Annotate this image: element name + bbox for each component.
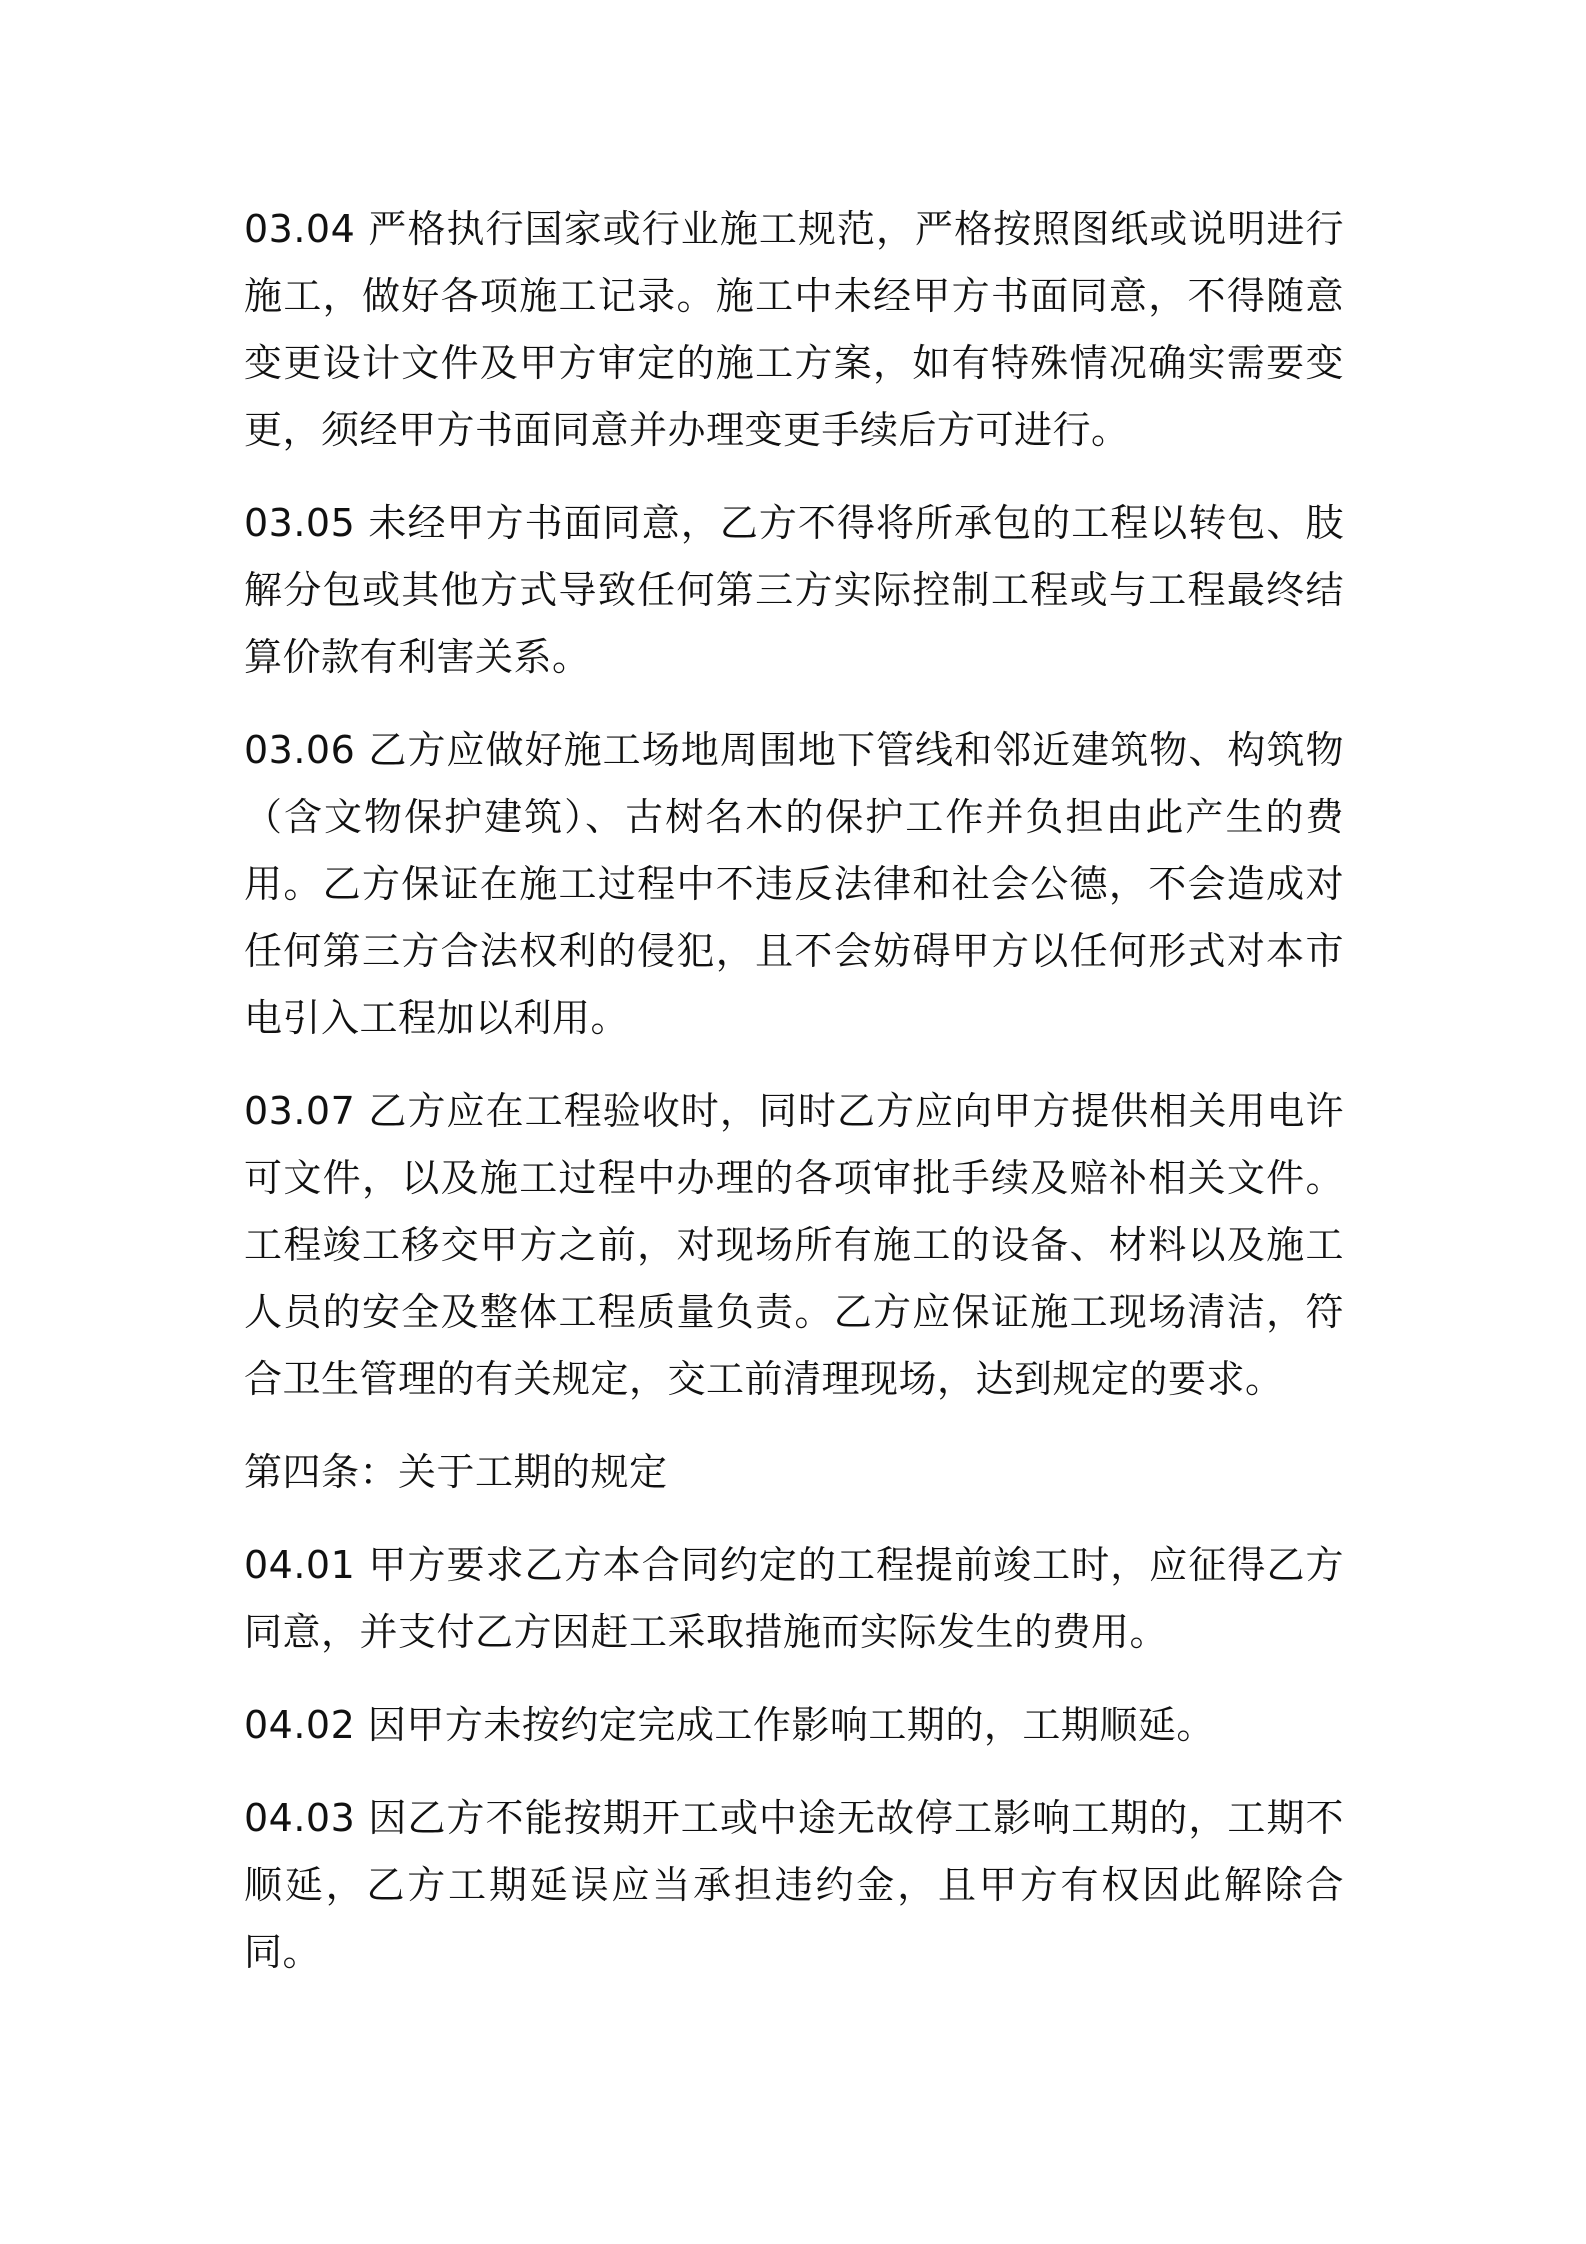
clause-03-06: 03.06 乙方应做好施工场地周围地下管线和邻近建筑物、构筑物（含文物保护建筑）、古树名木的保护工作并负担由此产生的费用。乙方保证在施工过程中不违反法律和社会公德，不会造成对任何第三方合法权利的侵犯，且不会妨碍甲方以任何形式对本市电引入工程加以利用。 (244, 728, 1344, 1040)
clause-03-05: 03.05 未经甲方书面同意，乙方不得将所承包的工程以转包、肢解分包或其他方式导致任何第三方实际控制工程或与工程最终结算价款有利害关系。 (244, 501, 1344, 679)
clause-04-02: 04.02 因甲方未按约定完成工作影响工期的，工期顺延。 (244, 1703, 1215, 1747)
clause-03-07: 03.07 乙方应在工程验收时，同时乙方应向甲方提供相关用电许可文件，以及施工过程中办理的各项审批手续及赔补相关文件。工程竣工移交甲方之前，对现场所有施工的设备、材料以及施工人员的安全及整体工程质量负责。乙方应保证施工现场清洁，符合卫生管理的有关规定，交工前清理现场，达到规定的要求。 (244, 1089, 1344, 1401)
clause-03-04: 03.04 严格执行国家或行业施工规范，严格按照图纸或说明进行施工，做好各项施工记录。施工中未经甲方书面同意，不得随意变更设计文件及甲方审定的施工方案，如有特殊情况确实需要变更，须经甲方书面同意并办理变更手续后方可进行。 (244, 207, 1344, 452)
document-page (244, 196, 1344, 2012)
clause-04-03: 04.03 因乙方不能按期开工或中途无故停工影响工期的，工期不顺延，乙方工期延误应当承担违约金，且甲方有权因此解除合同。 (244, 1796, 1344, 1974)
section-heading-article-4: 第四条：关于工期的规定 (244, 1450, 668, 1494)
clause-04-01: 04.01 甲方要求乙方本合同约定的工程提前竣工时，应征得乙方同意，并支付乙方因赶工采取措施而实际发生的费用。 (244, 1543, 1344, 1654)
